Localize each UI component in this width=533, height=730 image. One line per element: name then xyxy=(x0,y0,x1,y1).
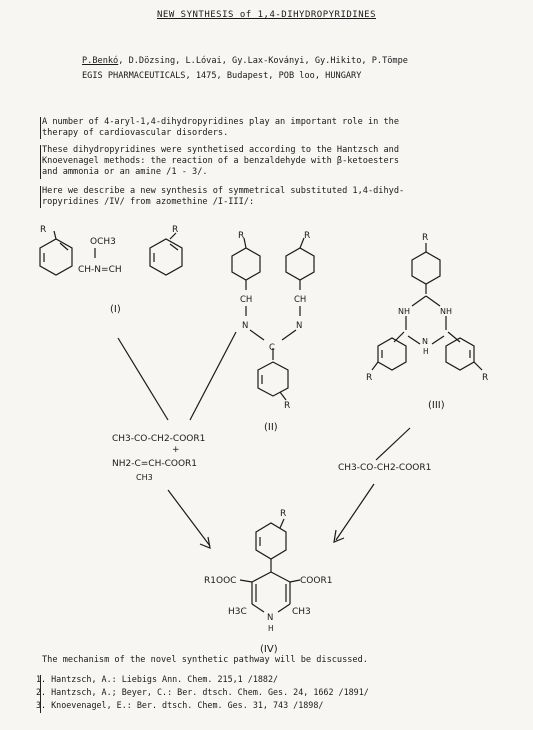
reference-item: 2. Hantzsch, A.; Beyer, C.: Ber. dtsch. Chem. Ges. 24, 1662 /1891/ xyxy=(36,687,369,697)
enamine-methyl: CH3 xyxy=(136,473,153,482)
page-title: NEW SYNTHESIS of 1,4-DIHYDROPYRIDINES xyxy=(157,10,376,20)
substituent-r: R xyxy=(238,231,245,241)
nitrogen-label: N xyxy=(296,321,303,331)
text-line: Here we describe a new synthesis of symmetrical substituted 1,4-dihyd- xyxy=(42,186,405,196)
substituent-r: R xyxy=(172,225,179,235)
carbon-label: C xyxy=(269,343,275,353)
compound-label-i: (I) xyxy=(110,304,121,315)
substituent-r: R xyxy=(422,233,429,243)
closing-sentence: The mechanism of the novel synthetic pathway will be discussed. xyxy=(42,655,368,665)
compound-label-iii: (III) xyxy=(428,400,445,411)
benzene-ring xyxy=(286,248,314,280)
substituent-r: R xyxy=(304,231,311,241)
reaction-arrow xyxy=(118,338,168,420)
substituent-r: R xyxy=(280,509,287,519)
text-line: and ammonia or an amine /1 - 3/. xyxy=(42,167,208,177)
benzene-ring xyxy=(232,248,260,280)
substituent-r: R xyxy=(482,373,489,383)
reagent-enamine: NH2-C=CH-COOR1 xyxy=(112,459,198,469)
benzene-ring xyxy=(150,239,182,275)
ester-label-left: R1OOC xyxy=(204,576,237,586)
text-line: These dihydropyridines were synthetised according to the Hantzsch and xyxy=(42,145,399,155)
reaction-arrow xyxy=(376,428,410,460)
text-line: A number of 4-aryl-1,4-dihydropyridines play an important role in the xyxy=(42,117,399,127)
compound-label-iv: (IV) xyxy=(260,644,278,655)
co-authors: , D.Dözsing, L.Lóvai, Gy.Lax-Koványi, Gy.Hikito, P.Tömpe xyxy=(118,56,408,66)
substituent-r: R xyxy=(284,401,291,411)
methyl-label-right: CH3 xyxy=(292,607,311,617)
methoxy-label: OCH3 xyxy=(90,237,116,247)
benzene-ring xyxy=(40,239,72,275)
reaction-arrow xyxy=(336,484,374,540)
reference-item: 1. Hantzsch, A.: Liebigs Ann. Chem. 215,1 /1882/ xyxy=(36,674,279,684)
benzene-ring xyxy=(412,252,440,284)
text-line: Knoevenagel methods: the reaction of a benzaldehyde with β-ketoesters xyxy=(42,156,399,166)
methine-label: CH xyxy=(294,295,307,305)
compound-label-ii: (II) xyxy=(264,422,278,433)
text-line: therapy of cardiovascular disorders. xyxy=(42,128,229,138)
hydrogen-label: H xyxy=(423,347,429,356)
reference-list xyxy=(36,673,369,712)
imine-label: CH-N=CH xyxy=(78,265,122,275)
nitrogen-label: N xyxy=(242,321,249,331)
amine-label: NH xyxy=(440,307,452,316)
methyl-label-left: H3C xyxy=(228,607,247,617)
nitrogen-label: N xyxy=(422,337,428,346)
affiliation: EGIS PHARMACEUTICALS, 1475, Budapest, POB loo, HUNGARY xyxy=(82,71,362,81)
methine-label: CH xyxy=(240,295,253,305)
substituent-r: R xyxy=(40,225,47,235)
text-line: ropyridines /IV/ from azomethine /I-III/: xyxy=(42,197,255,207)
amine-label: NH xyxy=(398,307,410,316)
ester-label-right: COOR1 xyxy=(300,576,333,586)
reagent-ketoester: CH3-CO-CH2-COOR1 xyxy=(112,434,206,444)
reagent-ketoester-2: CH3-CO-CH2-COOR1 xyxy=(338,463,432,473)
plus-sign: + xyxy=(172,445,180,455)
reaction-arrow xyxy=(190,332,236,420)
reaction-arrow xyxy=(168,490,210,546)
first-author: P.Benkó xyxy=(82,56,119,66)
ring-hydrogen: H xyxy=(268,624,274,633)
substituent-r: R xyxy=(366,373,373,383)
ring-nitrogen: N xyxy=(267,613,274,623)
reference-item: 3. Knoevenagel, E.: Ber. dtsch. Chem. Ges. 31, 743 /1898/ xyxy=(36,700,324,710)
